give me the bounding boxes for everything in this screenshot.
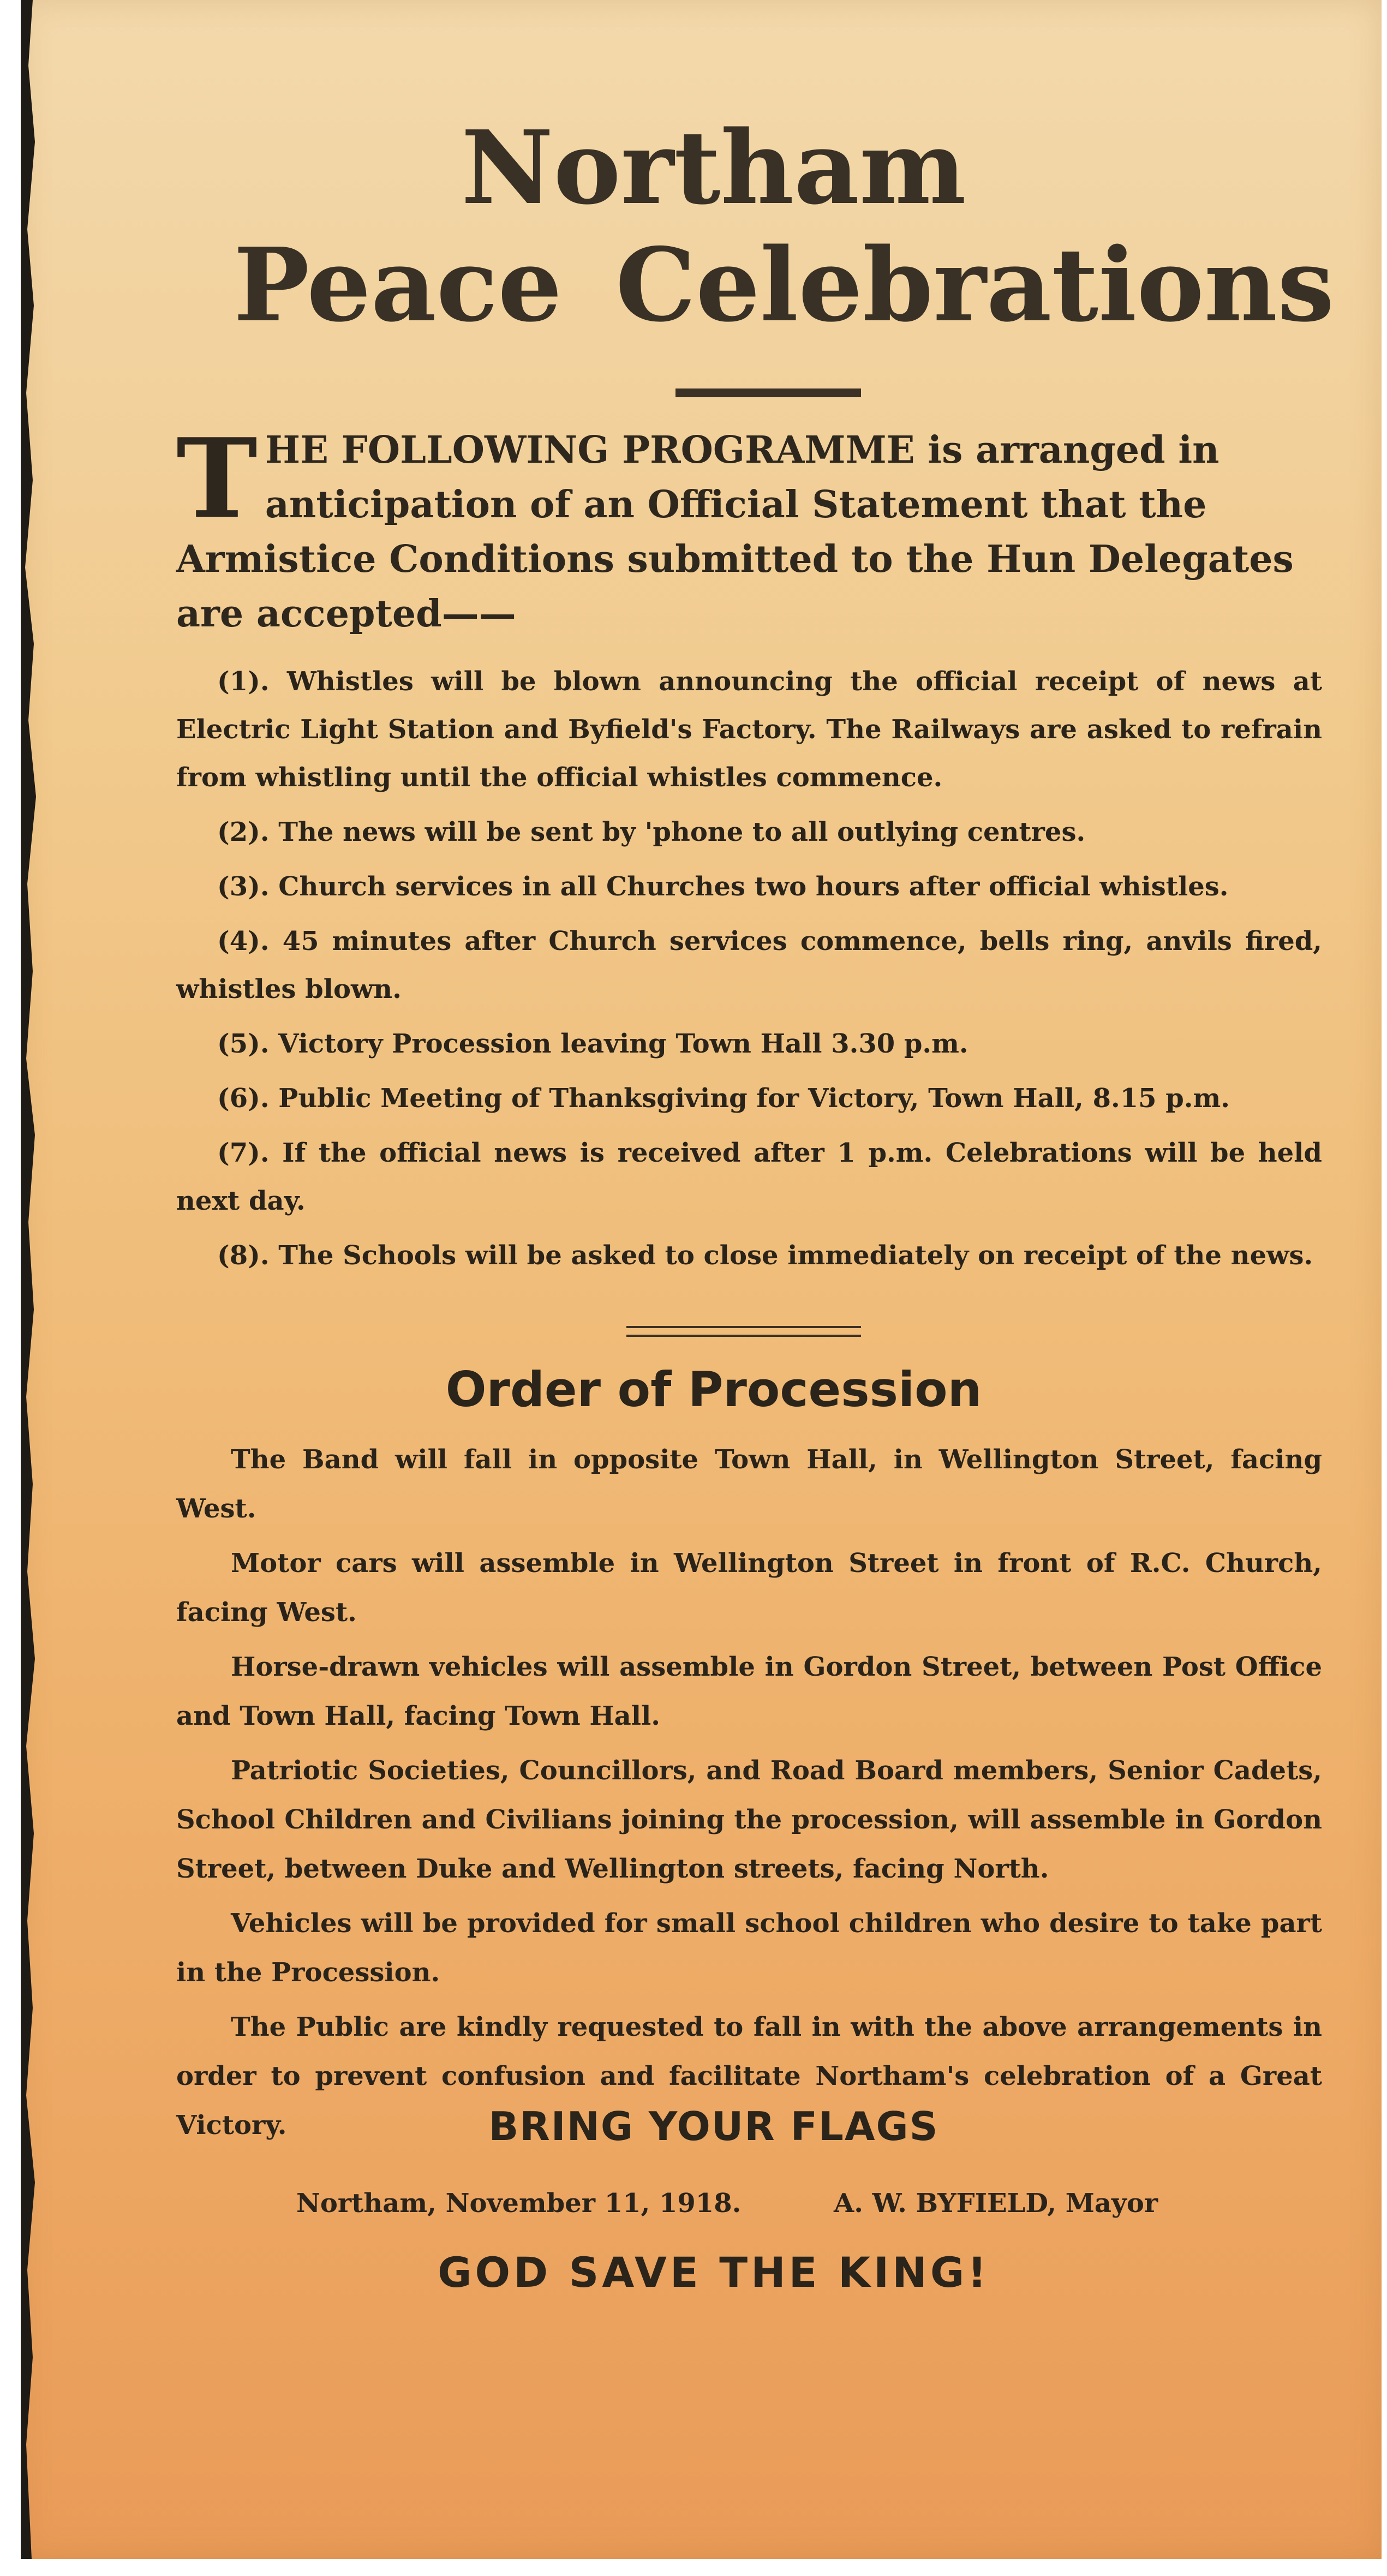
- signature-place-date: Northam, November 11, 1918.: [296, 2188, 742, 2219]
- programme-item: (1). Whistles will be blown announcing the official receipt of news at Electric Light Station and Byfield's Factory. The Railways are asked to refrain from whistling until the official whistles commence.: [176, 666, 1322, 793]
- programme-item: (2). The news will be sent by 'phone to all outlying centres.: [217, 817, 1086, 847]
- intro-text: HE FOLLOWING PROGRAMME is arranged in anticipation of an Official Statement that the Armistice Conditions submitted to the Hun Delegates are accepted——: [176, 428, 1294, 636]
- poster-content: [97, 0, 1335, 2559]
- closing-line: GOD SAVE THE KING!: [438, 2248, 990, 2297]
- procession-list: [176, 1435, 1322, 2155]
- procession-paragraph: Motor cars will assemble in Wellington Street in front of R.C. Church, facing West.: [176, 1548, 1322, 1628]
- torn-paper-edge: [21, 0, 59, 2559]
- title-divider: [675, 389, 861, 397]
- title-northam: Northam: [461, 108, 966, 227]
- programme-item: (7). If the official news is received after 1 p.m. Celebrations will be held next day.: [176, 1138, 1322, 1216]
- title-peace: Peace: [234, 225, 563, 344]
- poster-paper: [21, 0, 1382, 2559]
- procession-paragraph: The Public are kindly requested to fall in with the above arrangements in order to prevent confusion and facilitate Northam's celebration of a Great Victory.: [176, 2012, 1322, 2141]
- programme-item: (6). Public Meeting of Thanksgiving for Victory, Town Hall, 8.15 p.m.: [217, 1083, 1230, 1114]
- procession-paragraph: The Band will fall in opposite Town Hall, in Wellington Street, facing West.: [176, 1444, 1322, 1524]
- procession-paragraph: Patriotic Societies, Councillors, and Road Board members, Senior Cadets, School Children and Civilians joining the procession, will assemble in Gordon Street, between Duke and Wellington streets, facing North.: [176, 1755, 1322, 1884]
- programme-list: [176, 658, 1322, 1286]
- programme-item: (4). 45 minutes after Church services commence, bells ring, anvils fired, whistles blown.: [176, 926, 1322, 1005]
- title-celebrations: Celebrations: [615, 225, 1335, 344]
- procession-heading: Order of Procession: [445, 1361, 982, 1418]
- procession-paragraph: Vehicles will be provided for small school children who desire to take part in the Procession.: [176, 1908, 1322, 1988]
- programme-item: (5). Victory Procession leaving Town Hall 3.30 p.m.: [217, 1029, 968, 1059]
- intro-dropcap: T: [176, 415, 258, 543]
- bring-flags-line: BRING YOUR FLAGS: [488, 2103, 939, 2149]
- procession-paragraph: Horse-drawn vehicles will assemble in Gordon Street, between Post Office and Town Hall, facing Town Hall.: [176, 1652, 1322, 1731]
- signature-name: A. W. BYFIELD, Mayor: [834, 2188, 1158, 2219]
- section-divider: [626, 1326, 861, 1337]
- intro-paragraph: [176, 415, 1322, 641]
- programme-item: (3). Church services in all Churches two hours after official whistles.: [217, 871, 1229, 902]
- programme-item: (8). The Schools will be asked to close immediately on receipt of the news.: [217, 1240, 1313, 1271]
